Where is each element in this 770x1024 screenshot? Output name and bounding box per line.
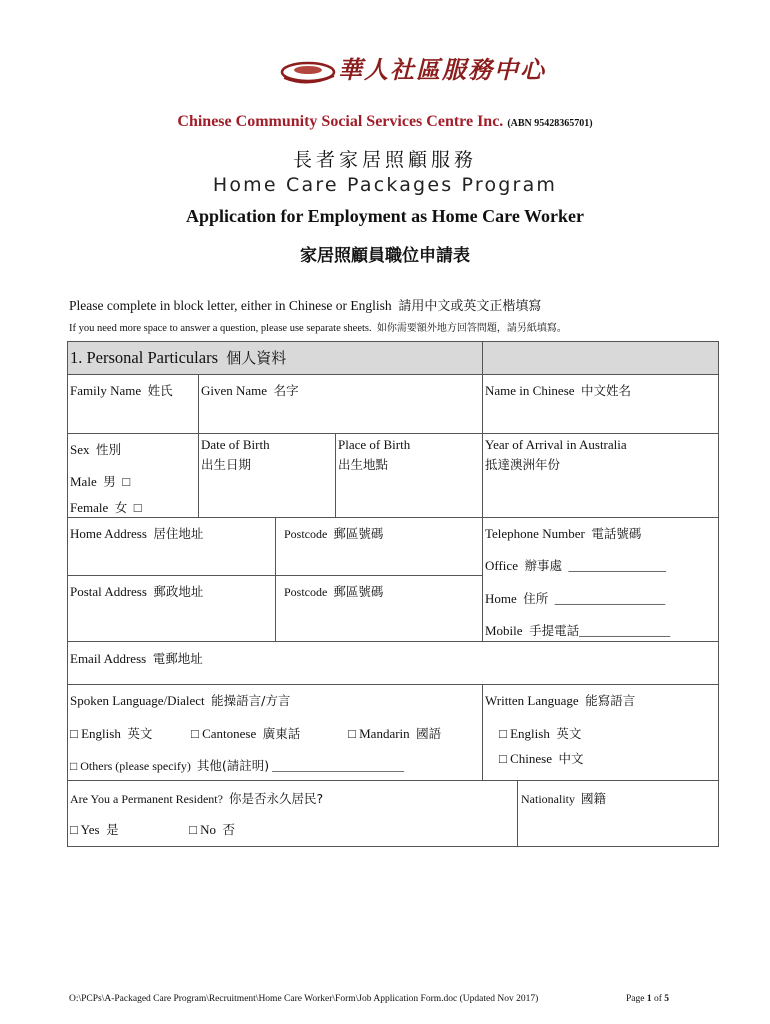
pob-label: Place of Birth 出生地點 <box>338 437 411 472</box>
spoken-language-label: Spoken Language/Dialect 能操語言/方言 <box>70 693 291 708</box>
spoken-cantonese-checkbox[interactable]: □ Cantonese 廣東話 <box>191 726 301 741</box>
page-number: Page 1 of 5 <box>626 994 670 1004</box>
sex-label: Sex 性別 <box>70 442 122 457</box>
resident-no-checkbox[interactable]: □ No 否 <box>189 822 236 837</box>
abn-number: (ABN 95428365701) <box>507 118 593 129</box>
instruction-extra-space: If you need more space to answer a question, please use separate sheets. 如你需要額外地方回答問題，請另紙填寫。 <box>69 323 567 334</box>
mobile-phone-field[interactable]: Mobile 手提電話______________ <box>485 623 671 638</box>
written-language-label: Written Language 能寫語言 <box>485 693 636 708</box>
organization-name: Chinese Community Social Services Centre Inc. (ABN 95428365701) <box>177 113 593 130</box>
chinese-name-label: Name in Chinese 中文姓名 <box>485 383 632 398</box>
written-english-checkbox[interactable]: □ English 英文 <box>499 726 582 741</box>
given-name-label: Given Name 名字 <box>201 383 299 398</box>
dob-label: Date of Birth 出生日期 <box>201 437 270 472</box>
email-label: Email Address 電郵地址 <box>70 651 203 666</box>
section-title: 1. Personal Particulars 個人資料 <box>70 348 287 367</box>
permanent-resident-label: Are You a Permanent Resident? 你是否永久居民? <box>70 791 324 806</box>
home-phone-field[interactable]: Home 住所 _________________ <box>485 591 666 606</box>
program-title-zh: 長者家居照顧服務 <box>292 149 477 171</box>
footer-file-path: O:\PCPs\A-Packaged Care Program\Recruitment\Home Care Worker\Form\Job Application Form.doc (Updated Nov 2017) <box>69 994 539 1004</box>
office-phone-field[interactable]: Office 辦事處 _______________ <box>485 558 666 573</box>
personal-particulars-table <box>67 341 719 847</box>
home-postcode-label: Postcode 郵區號碼 <box>284 526 384 541</box>
postal-address-label: Postal Address 郵政地址 <box>70 584 204 599</box>
arrival-year-label: Year of Arrival in Australia 抵達澳洲年份 <box>485 437 627 472</box>
application-title-zh: 家居照顧員職位申請表 <box>300 246 470 266</box>
application-title: Application for Employment as Home Care Worker <box>186 206 584 226</box>
spoken-english-checkbox[interactable]: □ English 英文 <box>70 726 153 741</box>
telephone-label: Telephone Number 電話號碼 <box>485 526 642 541</box>
program-title: Home Care Packages Program <box>212 174 558 196</box>
instruction-block-letters: Please complete in block letter, either in Chinese or English 請用中文或英文正楷填寫 <box>69 298 542 314</box>
spoken-others-field[interactable]: □ Others (please specify) 其他(請註明) ______________________ <box>70 758 405 773</box>
postal-postcode-label: Postcode 郵區號碼 <box>284 584 384 599</box>
resident-yes-checkbox[interactable]: □ Yes 是 <box>70 822 119 837</box>
nationality-label: Nationality 國籍 <box>521 791 607 806</box>
male-checkbox[interactable]: Male 男 □ <box>70 474 131 489</box>
home-address-label: Home Address 居住地址 <box>70 526 204 541</box>
section-header-bg-right <box>482 341 719 374</box>
family-name-label: Family Name 姓氏 <box>70 383 173 398</box>
written-chinese-checkbox[interactable]: □ Chinese 中文 <box>499 751 584 766</box>
female-checkbox[interactable]: Female 女 □ <box>70 500 142 515</box>
spoken-mandarin-checkbox[interactable]: □ Mandarin 國語 <box>348 726 442 741</box>
logo-text: 華人社區服務中心 <box>338 55 546 84</box>
